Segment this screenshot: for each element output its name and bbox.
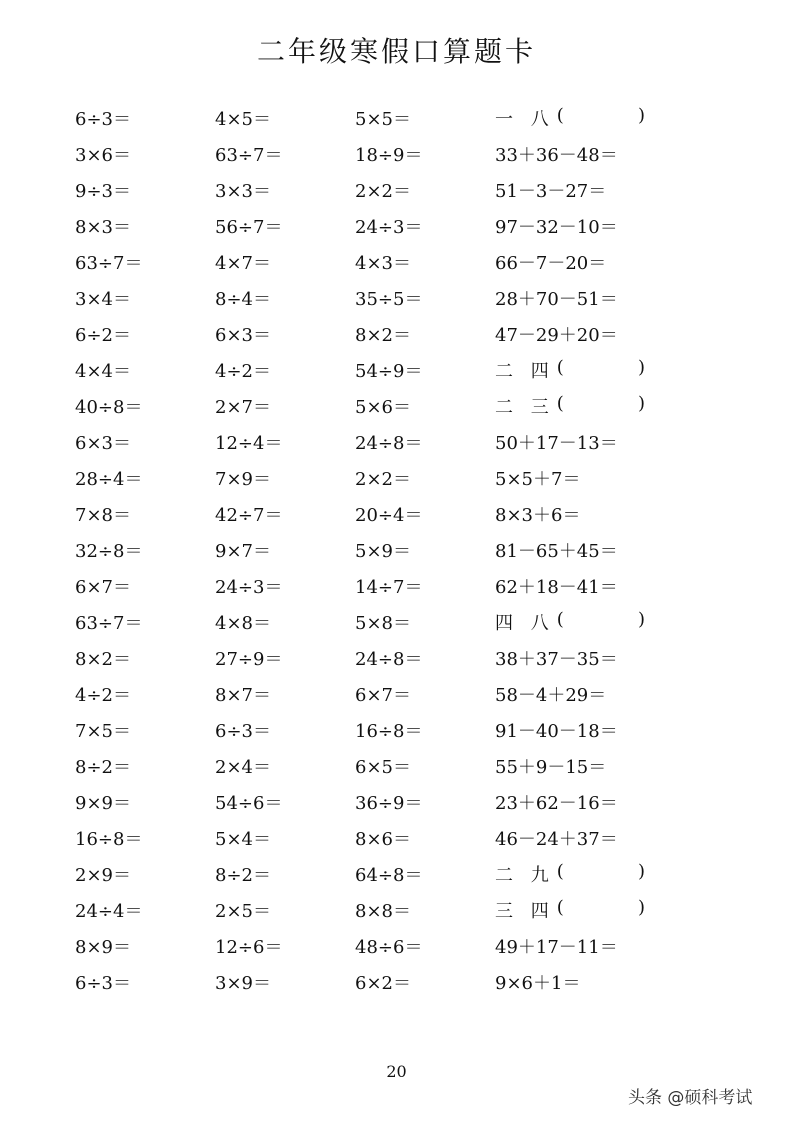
math-problem: 24÷8＝	[355, 649, 423, 670]
answer-blank[interactable]	[564, 393, 638, 419]
math-problem: 58－4＋29＝	[495, 685, 607, 706]
math-problem: 8×2＝	[75, 649, 131, 670]
math-problem: 2×4＝	[215, 757, 271, 778]
math-problem: 28÷4＝	[75, 469, 143, 490]
math-problem: 63÷7＝	[75, 613, 143, 634]
math-problem: 8×6＝	[355, 829, 411, 850]
answer-blank[interactable]	[564, 897, 638, 923]
math-problem: 51－3－27＝	[495, 181, 607, 202]
math-problem: 5×5＋7＝	[495, 469, 581, 490]
math-problem: 14÷7＝	[355, 577, 423, 598]
math-problem: 4÷2＝	[215, 361, 271, 382]
math-problem: 6×3＝	[75, 433, 131, 454]
watermark-text: 头条 @硕科考试	[628, 1088, 753, 1108]
problem-grid	[75, 100, 645, 1000]
fill-in-label: 二 四	[495, 361, 555, 382]
math-problem: 5×6＝	[355, 397, 411, 418]
math-problem: 8÷4＝	[215, 289, 271, 310]
math-problem: 32÷8＝	[75, 541, 143, 562]
page-number: 20	[386, 1062, 407, 1081]
math-problem: 2×7＝	[215, 397, 271, 418]
math-problem: 4×3＝	[355, 253, 411, 274]
math-problem: 6×7＝	[355, 685, 411, 706]
problem-row	[75, 892, 645, 928]
math-problem: 6÷3＝	[75, 973, 131, 994]
problem-row	[75, 964, 645, 1000]
open-paren: (	[556, 357, 564, 378]
math-problem: 63÷7＝	[215, 145, 283, 166]
math-problem: 47－29＋20＝	[495, 325, 618, 346]
math-problem: 2×9＝	[75, 865, 131, 886]
math-problem: 62＋18－41＝	[495, 577, 618, 598]
math-problem: 16÷8＝	[355, 721, 423, 742]
problem-row	[75, 424, 645, 460]
math-problem: 4×8＝	[215, 613, 271, 634]
math-problem: 5×4＝	[215, 829, 271, 850]
open-paren: (	[556, 861, 564, 882]
close-paren: )	[637, 393, 645, 414]
math-problem: 54÷6＝	[215, 793, 283, 814]
fill-in-label: 四 八	[495, 613, 555, 634]
open-paren: (	[556, 105, 564, 126]
math-problem: 8×3＝	[75, 217, 131, 238]
problem-row	[75, 388, 645, 424]
problem-row	[75, 712, 645, 748]
math-problem: 64÷8＝	[355, 865, 423, 886]
math-problem: 16÷8＝	[75, 829, 143, 850]
fill-in-problem	[495, 609, 645, 635]
math-problem: 12÷4＝	[215, 433, 283, 454]
math-problem: 5×5＝	[355, 109, 411, 130]
math-problem: 8×8＝	[355, 901, 411, 922]
problem-row	[75, 172, 645, 208]
math-problem: 9×7＝	[215, 541, 271, 562]
math-problem: 28＋70－51＝	[495, 289, 618, 310]
math-problem: 23＋62－16＝	[495, 793, 618, 814]
math-problem: 18÷9＝	[355, 145, 423, 166]
problem-row	[75, 748, 645, 784]
problem-row	[75, 100, 645, 136]
math-problem: 97－32－10＝	[495, 217, 618, 238]
problem-row	[75, 496, 645, 532]
math-problem: 8×7＝	[215, 685, 271, 706]
math-problem: 40÷8＝	[75, 397, 143, 418]
answer-blank[interactable]	[564, 357, 638, 383]
math-problem: 2×2＝	[355, 181, 411, 202]
problem-row	[75, 352, 645, 388]
math-problem: 6×2＝	[355, 973, 411, 994]
math-problem: 24÷4＝	[75, 901, 143, 922]
math-problem: 9×9＝	[75, 793, 131, 814]
math-problem: 38＋37－35＝	[495, 649, 618, 670]
math-problem: 91－40－18＝	[495, 721, 618, 742]
problem-row	[75, 784, 645, 820]
problem-row	[75, 244, 645, 280]
fill-in-label: 一 八	[495, 109, 555, 130]
math-problem: 54÷9＝	[355, 361, 423, 382]
math-problem: 46－24＋37＝	[495, 829, 618, 850]
math-problem: 8×9＝	[75, 937, 131, 958]
answer-blank[interactable]	[564, 105, 638, 131]
math-problem: 24÷8＝	[355, 433, 423, 454]
math-problem: 6÷3＝	[75, 109, 131, 130]
math-problem: 6×3＝	[215, 325, 271, 346]
math-problem: 36÷9＝	[355, 793, 423, 814]
close-paren: )	[637, 357, 645, 378]
problem-row	[75, 676, 645, 712]
math-problem: 6×5＝	[355, 757, 411, 778]
math-problem: 6×7＝	[75, 577, 131, 598]
fill-in-problem	[495, 105, 645, 131]
problem-row	[75, 316, 645, 352]
math-problem: 24÷3＝	[355, 217, 423, 238]
math-problem: 3×6＝	[75, 145, 131, 166]
math-problem: 20÷4＝	[355, 505, 423, 526]
math-problem: 55＋9－15＝	[495, 757, 607, 778]
page-title: 二年级寒假口算题卡	[256, 35, 536, 68]
math-problem: 63÷7＝	[75, 253, 143, 274]
math-problem: 8÷2＝	[215, 865, 271, 886]
math-problem: 5×8＝	[355, 613, 411, 634]
problem-row	[75, 460, 645, 496]
open-paren: (	[556, 393, 564, 414]
close-paren: )	[637, 861, 645, 882]
math-problem: 9×6＋1＝	[495, 973, 581, 994]
problem-row	[75, 928, 645, 964]
math-problem: 8÷2＝	[75, 757, 131, 778]
math-problem: 12÷6＝	[215, 937, 283, 958]
close-paren: )	[637, 609, 645, 630]
answer-blank[interactable]	[564, 609, 638, 635]
problem-row	[75, 208, 645, 244]
fill-in-label: 二 九	[495, 865, 555, 886]
fill-in-label: 二 三	[495, 397, 555, 418]
math-problem: 4÷2＝	[75, 685, 131, 706]
open-paren: (	[556, 609, 564, 630]
problem-row	[75, 640, 645, 676]
fill-in-problem	[495, 861, 645, 887]
math-problem: 7×9＝	[215, 469, 271, 490]
problem-row	[75, 280, 645, 316]
math-problem: 4×7＝	[215, 253, 271, 274]
problem-row	[75, 604, 645, 640]
math-problem: 8×2＝	[355, 325, 411, 346]
math-problem: 8×3＋6＝	[495, 505, 581, 526]
math-problem: 81－65＋45＝	[495, 541, 618, 562]
math-problem: 6÷2＝	[75, 325, 131, 346]
math-problem: 48÷6＝	[355, 937, 423, 958]
problem-row	[75, 568, 645, 604]
math-problem: 5×9＝	[355, 541, 411, 562]
math-problem: 35÷5＝	[355, 289, 423, 310]
math-problem: 2×5＝	[215, 901, 271, 922]
problem-row	[75, 136, 645, 172]
close-paren: )	[637, 105, 645, 126]
math-problem: 66－7－20＝	[495, 253, 607, 274]
problem-row	[75, 820, 645, 856]
math-problem: 9÷3＝	[75, 181, 131, 202]
math-problem: 56÷7＝	[215, 217, 283, 238]
math-problem: 24÷3＝	[215, 577, 283, 598]
math-problem: 27÷9＝	[215, 649, 283, 670]
math-problem: 50＋17－13＝	[495, 433, 618, 454]
math-problem: 3×4＝	[75, 289, 131, 310]
close-paren: )	[637, 897, 645, 918]
problem-row	[75, 856, 645, 892]
fill-in-problem	[495, 357, 645, 383]
math-problem: 3×3＝	[215, 181, 271, 202]
math-problem: 49＋17－11＝	[495, 937, 618, 958]
math-problem: 42÷7＝	[215, 505, 283, 526]
math-problem: 2×2＝	[355, 469, 411, 490]
math-problem: 7×5＝	[75, 721, 131, 742]
fill-in-problem	[495, 897, 645, 923]
math-problem: 3×9＝	[215, 973, 271, 994]
open-paren: (	[556, 897, 564, 918]
math-problem: 4×5＝	[215, 109, 271, 130]
answer-blank[interactable]	[564, 861, 638, 887]
problem-row	[75, 532, 645, 568]
fill-in-problem	[495, 393, 645, 419]
math-problem: 4×4＝	[75, 361, 131, 382]
math-problem: 7×8＝	[75, 505, 131, 526]
math-problem: 33＋36－48＝	[495, 145, 618, 166]
math-problem: 6÷3＝	[215, 721, 271, 742]
fill-in-label: 三 四	[495, 901, 555, 922]
